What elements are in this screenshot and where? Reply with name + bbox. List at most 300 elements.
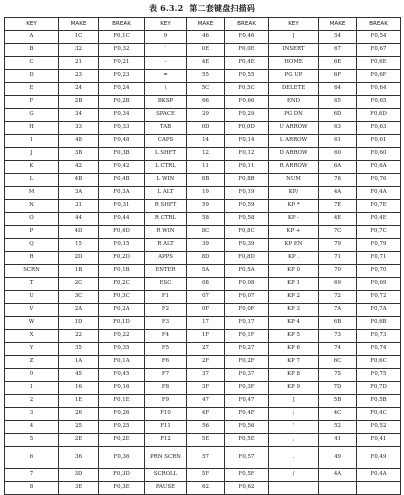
break-cell: F0,35: [99, 343, 145, 356]
break-cell: F0,65: [357, 96, 401, 109]
table-title: 第二套键盘扫描码: [189, 3, 256, 13]
break-cell: F0,70: [357, 265, 401, 278]
key-cell: L WIN: [145, 174, 187, 187]
key-cell: 4: [5, 421, 59, 434]
key-cell: KP 7: [269, 356, 319, 369]
break-cell: F0,7D: [357, 382, 401, 395]
make-cell: 6D: [319, 109, 357, 122]
make-cell: 0E: [187, 44, 225, 57]
table-row: [5, 447, 401, 469]
table-row: [5, 44, 401, 57]
make-cell: 63: [319, 122, 357, 135]
make-cell: 54: [319, 31, 357, 44]
table-row: [5, 469, 401, 482]
key-cell: B: [5, 44, 59, 57]
table-header-row: [5, 18, 401, 31]
key-cell: HOME: [269, 57, 319, 70]
break-cell: F0,67: [357, 44, 401, 57]
key-cell: P: [5, 226, 59, 239]
key-cell: \: [145, 83, 187, 96]
make-cell: 5C: [187, 83, 225, 96]
make-cell: 31: [59, 200, 99, 213]
make-cell: 22: [59, 330, 99, 343]
key-cell: KP 6: [269, 343, 319, 356]
header-break: BREAK: [225, 18, 269, 31]
break-cell: F0,14: [225, 135, 269, 148]
make-cell: 4A: [319, 469, 357, 482]
break-cell: F0,46: [225, 31, 269, 44]
make-cell: 74: [319, 343, 357, 356]
key-cell: [269, 482, 319, 495]
key-cell: W: [5, 317, 59, 330]
key-cell: J: [5, 148, 59, 161]
key-cell: G: [5, 109, 59, 122]
make-cell: 52: [319, 421, 357, 434]
make-cell: 3F: [187, 382, 225, 395]
make-cell: 56: [187, 421, 225, 434]
key-cell: .: [269, 447, 319, 469]
break-cell: F0,49: [357, 447, 401, 469]
make-cell: 23: [59, 70, 99, 83]
make-cell: 08: [187, 278, 225, 291]
break-cell: F0,62: [225, 482, 269, 495]
make-cell: 2C: [59, 278, 99, 291]
break-cell: F0,1E: [99, 395, 145, 408]
make-cell: 3E: [59, 482, 99, 495]
break-cell: F0,08: [225, 278, 269, 291]
make-cell: 2B: [59, 96, 99, 109]
make-cell: 6A: [319, 161, 357, 174]
break-cell: F0,12: [225, 148, 269, 161]
make-cell: 47: [187, 395, 225, 408]
make-cell: 2F: [187, 356, 225, 369]
break-cell: F0,32: [99, 44, 145, 57]
make-cell: 29: [187, 109, 225, 122]
table-caption: [4, 2, 400, 15]
key-cell: [: [269, 31, 319, 44]
make-cell: 7E: [319, 200, 357, 213]
header-break: BREAK: [357, 18, 401, 31]
key-cell: SPACE: [145, 109, 187, 122]
key-cell: TAB: [145, 122, 187, 135]
make-cell: 36: [59, 447, 99, 469]
key-cell: M: [5, 187, 59, 200]
key-cell: KP 2: [269, 291, 319, 304]
make-cell: 5E: [187, 434, 225, 447]
header-make: MAKE: [187, 18, 225, 31]
break-cell: F0,55: [225, 70, 269, 83]
table-row: [5, 174, 401, 187]
key-cell: /: [269, 469, 319, 482]
table-row: [5, 226, 401, 239]
break-cell: F0,71: [357, 252, 401, 265]
break-cell: F0,5A: [225, 265, 269, 278]
key-cell: H: [5, 122, 59, 135]
table-row: [5, 57, 401, 70]
key-cell: CAPS: [145, 135, 187, 148]
make-cell: 6B: [319, 317, 357, 330]
table-row: [5, 252, 401, 265]
make-cell: 48: [59, 135, 99, 148]
key-cell: 8: [5, 482, 59, 495]
break-cell: F0,4B: [99, 174, 145, 187]
break-cell: F0,60: [357, 148, 401, 161]
make-cell: 4B: [59, 174, 99, 187]
make-cell: 35: [59, 343, 99, 356]
key-cell: F6: [145, 356, 187, 369]
break-cell: F0,69: [357, 278, 401, 291]
key-cell: A: [5, 31, 59, 44]
make-cell: 2A: [59, 304, 99, 317]
make-cell: 0D: [187, 122, 225, 135]
break-cell: F0,73: [357, 330, 401, 343]
make-cell: 4E: [319, 213, 357, 226]
make-cell: 65: [319, 96, 357, 109]
key-cell: U ARROW: [269, 122, 319, 135]
table-row: [5, 304, 401, 317]
make-cell: 37: [187, 369, 225, 382]
table-row: [5, 31, 401, 44]
key-cell: F1: [145, 291, 187, 304]
key-cell: D ARROW: [269, 148, 319, 161]
table-row: [5, 278, 401, 291]
key-cell: END: [269, 96, 319, 109]
break-cell: F0,19: [225, 187, 269, 200]
break-cell: F0,8C: [225, 226, 269, 239]
break-cell: F0,48: [99, 135, 145, 148]
header-break: BREAK: [99, 18, 145, 31]
make-cell: 39: [187, 239, 225, 252]
key-cell: KP *: [269, 200, 319, 213]
key-cell: 1: [5, 382, 59, 395]
break-cell: F0,6E: [357, 57, 401, 70]
make-cell: 26: [59, 408, 99, 421]
make-cell: 55: [187, 70, 225, 83]
key-cell: D: [5, 70, 59, 83]
table-row: [5, 434, 401, 447]
break-cell: F0,3B: [99, 148, 145, 161]
break-cell: F0,7C: [357, 226, 401, 239]
make-cell: 49: [319, 447, 357, 469]
make-cell: 4F: [187, 408, 225, 421]
break-cell: F0,45: [99, 369, 145, 382]
key-cell: L CTRL: [145, 161, 187, 174]
key-cell: -: [145, 57, 187, 70]
header-key: KEY: [5, 18, 59, 31]
key-cell: O: [5, 213, 59, 226]
make-cell: 21: [59, 57, 99, 70]
break-cell: F0,3C: [99, 291, 145, 304]
make-cell: 1D: [59, 317, 99, 330]
make-cell: 25: [59, 421, 99, 434]
break-cell: F0,1C: [99, 31, 145, 44]
make-cell: 79: [319, 239, 357, 252]
table-row: [5, 330, 401, 343]
break-cell: F0,61: [357, 135, 401, 148]
scan-code-table: [4, 17, 401, 495]
break-cell: F0,1A: [99, 356, 145, 369]
break-cell: F0,2B: [99, 96, 145, 109]
key-cell: 2: [5, 395, 59, 408]
make-cell: 61: [319, 135, 357, 148]
make-cell: 2E: [59, 434, 99, 447]
key-cell: I: [5, 135, 59, 148]
break-cell: F0,4A: [357, 187, 401, 200]
break-cell: F0,3A: [99, 187, 145, 200]
key-cell: F: [5, 96, 59, 109]
key-cell: KP 1: [269, 278, 319, 291]
break-cell: F0,5E: [225, 434, 269, 447]
break-cell: F0,1D: [99, 317, 145, 330]
table-row: [5, 291, 401, 304]
break-cell: F0,37: [225, 369, 269, 382]
key-cell: L SHFT: [145, 148, 187, 161]
table-row: [5, 213, 401, 226]
make-cell: 6C: [319, 356, 357, 369]
make-cell: 46: [187, 31, 225, 44]
break-cell: F0,2A: [99, 304, 145, 317]
make-cell: 41: [319, 434, 357, 447]
table-number: 表 6.3.2: [148, 3, 184, 13]
key-cell: ]: [269, 395, 319, 408]
make-cell: 8C: [187, 226, 225, 239]
key-cell: DELETE: [269, 83, 319, 96]
key-cell: V: [5, 304, 59, 317]
make-cell: 3C: [59, 291, 99, 304]
make-cell: 12: [187, 148, 225, 161]
break-cell: F0,11: [225, 161, 269, 174]
table-body: [5, 31, 401, 495]
table-row: [5, 343, 401, 356]
make-cell: 45: [59, 369, 99, 382]
break-cell: F0,56: [225, 421, 269, 434]
break-cell: F0,4C: [357, 408, 401, 421]
key-cell: 7: [5, 469, 59, 482]
make-cell: 1E: [59, 395, 99, 408]
break-cell: F0,54: [357, 31, 401, 44]
key-cell: F9: [145, 395, 187, 408]
key-cell: T: [5, 278, 59, 291]
make-cell: 33: [59, 122, 99, 135]
break-cell: F0,5C: [225, 83, 269, 96]
key-cell: F12: [145, 434, 187, 447]
key-cell: KP 9: [269, 382, 319, 395]
key-cell: F11: [145, 421, 187, 434]
key-cell: R ARROW: [269, 161, 319, 174]
key-cell: C: [5, 57, 59, 70]
break-cell: F0,75: [357, 369, 401, 382]
key-cell: ;: [269, 408, 319, 421]
break-cell: F0,4E: [357, 213, 401, 226]
table-row: [5, 161, 401, 174]
make-cell: 6E: [319, 57, 357, 70]
table-row: [5, 369, 401, 382]
key-cell: F10: [145, 408, 187, 421]
make-cell: 72: [319, 291, 357, 304]
key-cell: Y: [5, 343, 59, 356]
make-cell: 7D: [319, 382, 357, 395]
table-row: [5, 109, 401, 122]
make-cell: 8B: [187, 174, 225, 187]
table-row: [5, 122, 401, 135]
break-cell: F0,2E: [99, 434, 145, 447]
make-cell: 7C: [319, 226, 357, 239]
make-cell: 71: [319, 252, 357, 265]
break-cell: F0,2D: [99, 252, 145, 265]
table-row: [5, 482, 401, 495]
key-cell: F4: [145, 330, 187, 343]
table-row: [5, 200, 401, 213]
table-row: [5, 265, 401, 278]
break-cell: F0,7E: [357, 200, 401, 213]
document-page: [4, 2, 400, 491]
key-cell: 6: [5, 447, 59, 469]
table-row: [5, 187, 401, 200]
make-cell: 4D: [59, 226, 99, 239]
key-cell: 9: [145, 31, 187, 44]
key-cell: N: [5, 200, 59, 213]
break-cell: F0,07: [225, 291, 269, 304]
make-cell: 4A: [319, 187, 357, 200]
break-cell: F0,1B: [99, 265, 145, 278]
make-cell: 1F: [187, 330, 225, 343]
make-cell: 14: [187, 135, 225, 148]
make-cell: 75: [319, 369, 357, 382]
break-cell: F0,5F: [225, 469, 269, 482]
break-cell: F0,1F: [225, 330, 269, 343]
break-cell: F0,72: [357, 291, 401, 304]
make-cell: 64: [319, 83, 357, 96]
break-cell: [357, 482, 401, 495]
make-cell: 3D: [59, 469, 99, 482]
break-cell: F0,6A: [357, 161, 401, 174]
break-cell: F0,0E: [225, 44, 269, 57]
make-cell: 19: [187, 187, 225, 200]
key-cell: X: [5, 330, 59, 343]
key-cell: L ARROW: [269, 135, 319, 148]
key-cell: SCROLL: [145, 469, 187, 482]
table-row: [5, 408, 401, 421]
break-cell: F0,8D: [225, 252, 269, 265]
key-cell: PAUSE: [145, 482, 187, 495]
make-cell: 8D: [187, 252, 225, 265]
break-cell: F0,59: [225, 200, 269, 213]
make-cell: 27: [187, 343, 225, 356]
break-cell: F0,57: [225, 447, 269, 469]
break-cell: F0,24: [99, 83, 145, 96]
make-cell: 16: [59, 382, 99, 395]
break-cell: F0,64: [357, 83, 401, 96]
make-cell: 42: [59, 161, 99, 174]
table-row: [5, 382, 401, 395]
make-cell: 60: [319, 148, 357, 161]
key-cell: KP 8: [269, 369, 319, 382]
break-cell: F0,17: [225, 317, 269, 330]
break-cell: F0,41: [357, 434, 401, 447]
key-cell: KP 4: [269, 317, 319, 330]
break-cell: F0,2F: [225, 356, 269, 369]
make-cell: 2D: [59, 252, 99, 265]
break-cell: F0,5B: [357, 395, 401, 408]
key-cell: R CTRL: [145, 213, 187, 226]
header-key: KEY: [145, 18, 187, 31]
make-cell: 4E: [187, 57, 225, 70]
make-cell: 3B: [59, 148, 99, 161]
make-cell: 4C: [319, 408, 357, 421]
key-cell: NUM: [269, 174, 319, 187]
break-cell: F0,34: [99, 109, 145, 122]
header-key: KEY: [269, 18, 319, 31]
break-cell: F0,58: [225, 213, 269, 226]
make-cell: 1A: [59, 356, 99, 369]
key-cell: 3: [5, 408, 59, 421]
break-cell: F0,26: [99, 408, 145, 421]
make-cell: 73: [319, 330, 357, 343]
table-row: [5, 96, 401, 109]
make-cell: 5F: [187, 469, 225, 482]
break-cell: F0,47: [225, 395, 269, 408]
break-cell: F0,8B: [225, 174, 269, 187]
key-cell: KP EN: [269, 239, 319, 252]
break-cell: F0,4E: [225, 57, 269, 70]
key-cell: R ALT: [145, 239, 187, 252]
table-row: [5, 83, 401, 96]
key-cell: Q: [5, 239, 59, 252]
break-cell: F0,2C: [99, 278, 145, 291]
key-cell: BKSP: [145, 96, 187, 109]
header-make: MAKE: [319, 18, 357, 31]
key-cell: 5: [5, 434, 59, 447]
key-cell: L ALT: [145, 187, 187, 200]
break-cell: F0,29: [225, 109, 269, 122]
key-cell: Z: [5, 356, 59, 369]
key-cell: R WIN: [145, 226, 187, 239]
make-cell: 66: [187, 96, 225, 109]
key-cell: KP +: [269, 226, 319, 239]
make-cell: 7A: [319, 304, 357, 317]
break-cell: F0,0D: [225, 122, 269, 135]
make-cell: 0F: [187, 304, 225, 317]
key-cell: APPS: [145, 252, 187, 265]
key-cell: ,: [269, 434, 319, 447]
key-cell: F2: [145, 304, 187, 317]
make-cell: 17: [187, 317, 225, 330]
key-cell: 0: [5, 369, 59, 382]
make-cell: 3A: [59, 187, 99, 200]
key-cell: INSERT: [269, 44, 319, 57]
key-cell: ESC: [145, 278, 187, 291]
break-cell: F0,52: [357, 421, 401, 434]
make-cell: 07: [187, 291, 225, 304]
break-cell: F0,76: [357, 174, 401, 187]
key-cell: PG DN: [269, 109, 319, 122]
break-cell: F0,7A: [357, 304, 401, 317]
break-cell: F0,44: [99, 213, 145, 226]
break-cell: F0,36: [99, 447, 145, 469]
make-cell: 5B: [319, 395, 357, 408]
break-cell: F0,27: [225, 343, 269, 356]
make-cell: 58: [187, 213, 225, 226]
key-cell: K: [5, 161, 59, 174]
key-cell: =: [145, 70, 187, 83]
key-cell: KP/: [269, 187, 319, 200]
key-cell: F3: [145, 317, 187, 330]
key-cell: F7: [145, 369, 187, 382]
header-make: MAKE: [59, 18, 99, 31]
make-cell: 57: [187, 447, 225, 469]
key-cell: PRN SCRN: [145, 447, 187, 469]
key-cell: KP .: [269, 252, 319, 265]
